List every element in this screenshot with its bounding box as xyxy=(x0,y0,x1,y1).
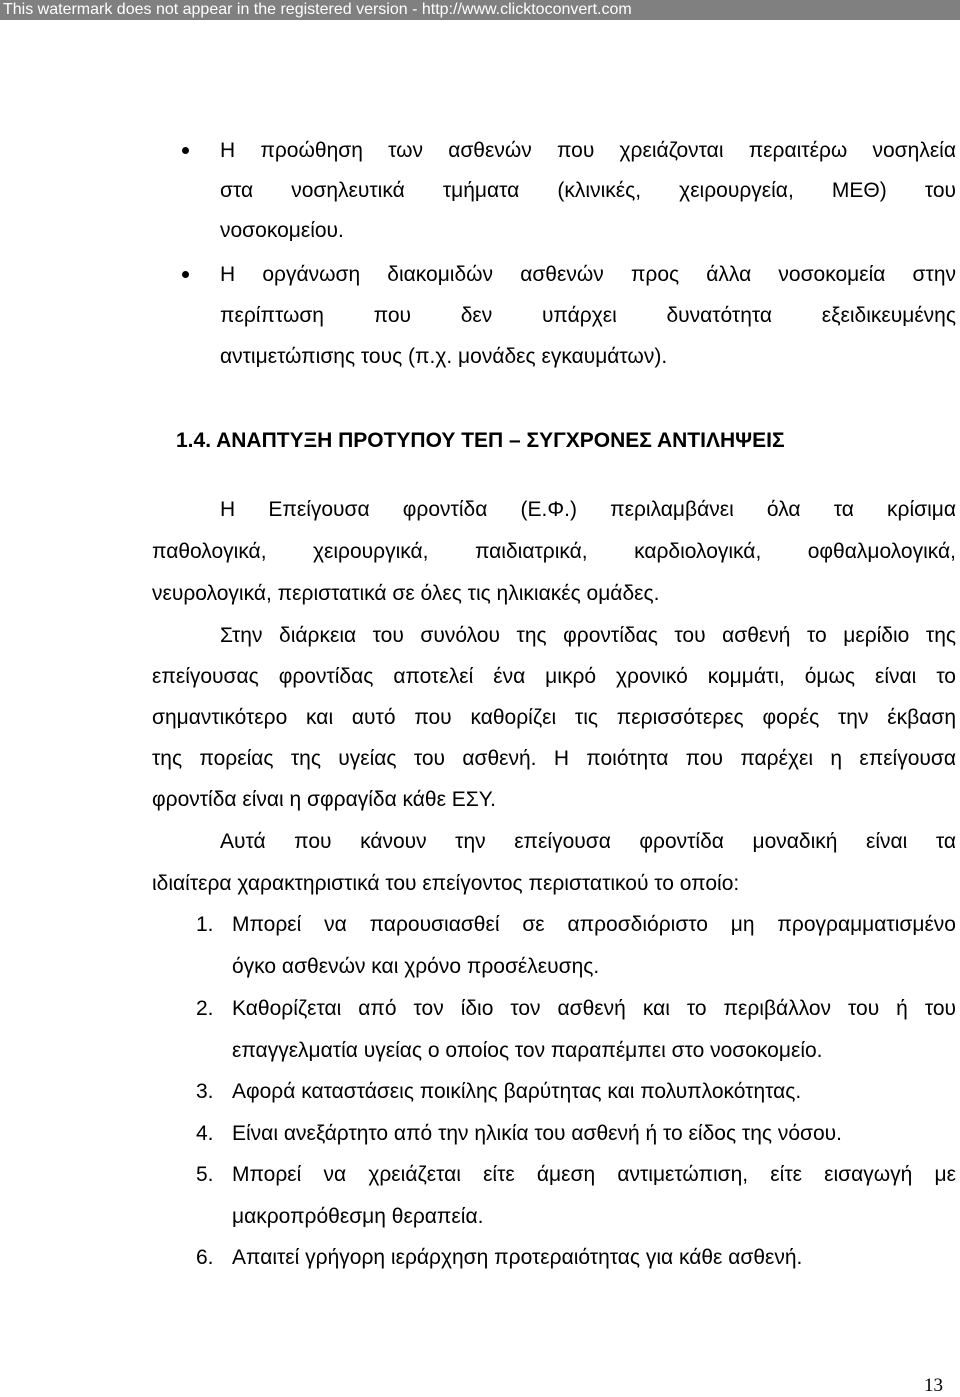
list-item-4-line-1: Είναι ανεξάρτητο από την ηλικία του ασθενή ή το είδος της νόσου. xyxy=(232,1122,842,1145)
page-number: 13 xyxy=(924,1375,943,1396)
paragraph-2-line-1: Στην διάρκεια του συνόλου της φροντίδας του ασθενή το μερίδιο της xyxy=(220,624,956,647)
paragraph-2-line-3: σημαντικότερο και αυτό που καθορίζει τις περισσότερες φορές την έκβαση xyxy=(152,706,956,729)
bullet-1-line-2: στα νοσηλευτικά τμήματα (κλινικές, χειρουργεία, ΜΕΘ) του xyxy=(220,179,956,202)
bullet-1-line-1: Η προώθηση των ασθενών που χρειάζονται περαιτέρω νοσηλεία xyxy=(220,139,956,162)
paragraph-1-line-2: παθολογικά, χειρουργικά, παιδιατρικά, καρδιολογικά, οφθαλμολογικά, xyxy=(152,540,956,563)
paragraph-2-line-2: επείγουσας φροντίδας αποτελεί ένα μικρό χρονικό κομμάτι, όμως είναι το xyxy=(152,665,956,688)
bullet-icon xyxy=(182,147,189,154)
watermark-link[interactable]: http://www.clicktoconvert.com xyxy=(421,1,632,18)
list-item-5-line-1: Μπορεί να χρειάζεται είτε άμεση αντιμετώπιση, είτε εισαγωγή με xyxy=(232,1163,956,1186)
list-number-6: 6. xyxy=(196,1246,214,1269)
bullet-2-line-3: αντιμετώπισης τους (π.χ. μονάδες εγκαυμάτων). xyxy=(220,345,668,368)
list-item-3-line-1: Αφορά καταστάσεις ποικίλης βαρύτητας και πολυπλοκότητας. xyxy=(232,1080,802,1103)
list-item-2-line-2: επαγγελματία υγείας ο οποίος τον παραπέμπει στο νοσοκομείο. xyxy=(232,1039,823,1062)
bullet-2-line-1: Η οργάνωση διακομιδών ασθενών προς άλλα νοσοκομεία στην xyxy=(220,263,956,286)
section-heading: 1.4. ΑΝΑΠΤΥΞΗ ΠΡΟΤΥΠΟΥ ΤΕΠ – ΣΥΓΧΡΟΝΕΣ ΑΝΤΙΛΗΨΕΙΣ xyxy=(176,429,785,452)
list-number-4: 4. xyxy=(196,1122,214,1145)
bullet-icon xyxy=(182,271,189,278)
list-item-2-line-1: Καθορίζεται από τον ίδιο τον ασθενή και το περιβάλλον του ή του xyxy=(232,997,956,1020)
list-number-1: 1. xyxy=(196,913,214,936)
paragraph-2-line-5: φροντίδα είναι η σφραγίδα κάθε ΕΣΥ. xyxy=(152,788,496,811)
paragraph-2-line-4: της πορείας της υγείας του ασθενή. Η ποιότητα που παρέχει η επείγουσα xyxy=(152,747,956,770)
paragraph-1-line-3: νευρολογικά, περιστατικά σε όλες τις ηλικιακές ομάδες. xyxy=(152,582,660,605)
list-number-2: 2. xyxy=(196,997,214,1020)
list-number-5: 5. xyxy=(196,1163,214,1186)
bullet-2-line-2: περίπτωση που δεν υπάρχει δυνατότητα εξειδικευμένης xyxy=(220,304,956,327)
list-item-5-line-2: μακροπρόθεσμη θεραπεία. xyxy=(232,1205,484,1228)
bullet-1-line-3: νοσοκομείου. xyxy=(220,219,344,242)
list-item-6-line-1: Απαιτεί γρήγορη ιεράρχηση προτεραιότητας για κάθε ασθενή. xyxy=(232,1246,803,1269)
paragraph-3-line-2: ιδιαίτερα χαρακτηριστικά του επείγοντος περιστατικού το οποίο: xyxy=(152,872,740,895)
watermark-text: This watermark does not appear in the registered version - xyxy=(3,1,422,18)
paragraph-3-line-1: Αυτά που κάνουν την επείγουσα φροντίδα μοναδική είναι τα xyxy=(220,830,956,853)
paragraph-1-line-1: Η Επείγουσα φροντίδα (Ε.Φ.) περιλαμβάνει όλα τα κρίσιμα xyxy=(220,498,956,521)
list-item-1-line-1: Μπορεί να παρουσιασθεί σε απροσδιόριστο μη προγραμματισμένο xyxy=(232,913,956,936)
list-number-3: 3. xyxy=(196,1080,214,1103)
list-item-1-line-2: όγκο ασθενών και χρόνο προσέλευσης. xyxy=(232,955,600,978)
